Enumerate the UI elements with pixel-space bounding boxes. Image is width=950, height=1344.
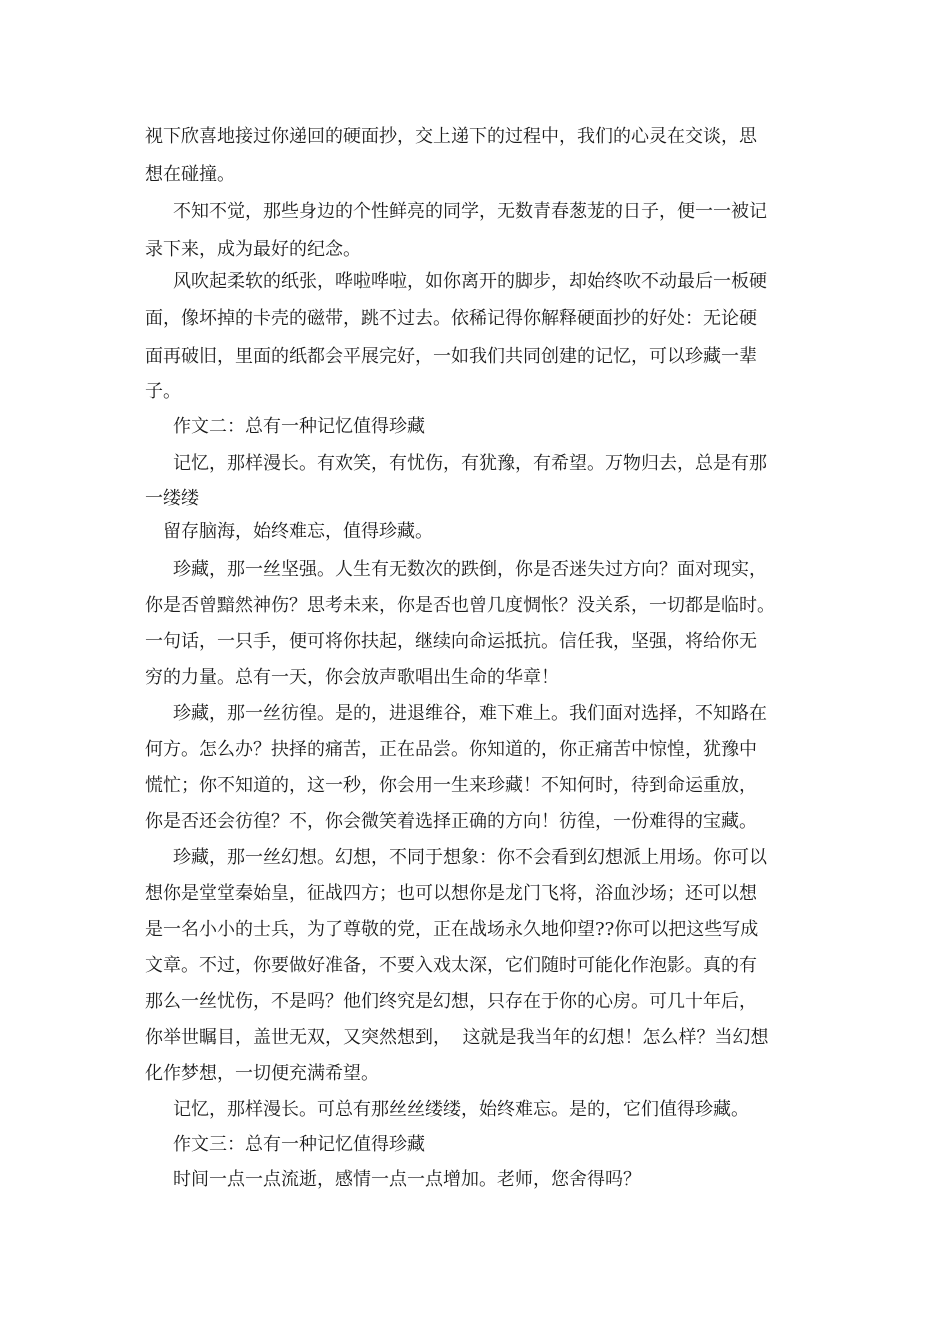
- text-line: 想在碰撞。: [145, 164, 235, 185]
- text-line: 记忆，那样漫长。有欢笑，有忧伤，有犹豫，有希望。万物归去，总是有那: [173, 453, 767, 474]
- text-line: 想你是堂堂秦始皇，征战四方；也可以想你是龙门飞将，浴血沙场；还可以想: [145, 883, 757, 904]
- text-line: 一缕缕: [145, 488, 199, 509]
- text-line: 子。: [145, 381, 181, 402]
- text-line: 文章。不过，你要做好准备，不要入戏太深，它们随时可能化作泡影。真的有: [145, 955, 757, 976]
- text-line: 风吹起柔软的纸张，哗啦哗啦，如你离开的脚步，却始终吹不动最后一板硬: [173, 271, 767, 292]
- section-heading: 作文二：总有一种记忆值得珍藏: [173, 416, 425, 437]
- text-line: 珍藏，那一丝幻想。幻想，不同于想象：你不会看到幻想派上用场。你可以: [173, 847, 767, 868]
- text-line: 视下欣喜地接过你递回的硬面抄，交上递下的过程中，我们的心灵在交谈，思: [145, 126, 757, 147]
- text-line: 慌忙；你不知道的，这一秒，你会用一生来珍藏！不知何时，待到命运重放，: [145, 775, 757, 796]
- text-line: 留存脑海，始终难忘，值得珍藏。: [163, 521, 433, 542]
- text-line: 那么一丝忧伤，不是吗？他们终究是幻想，只存在于你的心房。可几十年后，: [145, 991, 757, 1012]
- text-line: 不知不觉，那些身边的个性鲜亮的同学，无数青春葱茏的日子，便一一被记: [173, 201, 767, 222]
- text-line: 何方。怎么办？抉择的痛苦，正在品尝。你知道的，你正痛苦中惊惶，犹豫中: [145, 739, 757, 760]
- section-heading: 作文三：总有一种记忆值得珍藏: [173, 1134, 425, 1155]
- text-line: 你是否曾黯然神伤？思考未来，你是否也曾几度惆怅？没关系，一切都是临时。: [145, 595, 775, 616]
- text-line: 记忆，那样漫长。可总有那丝丝缕缕，始终难忘。是的，它们值得珍藏。: [173, 1099, 749, 1120]
- text-line: 珍藏，那一丝彷徨。是的，进退维谷，难下难上。我们面对选择，不知路在: [173, 703, 767, 724]
- text-line: 你是否还会彷徨？不，你会微笑着选择正确的方向！彷徨，一份难得的宝藏。: [145, 811, 757, 832]
- text-line: 珍藏，那一丝坚强。人生有无数次的跌倒，你是否迷失过方向？面对现实，: [173, 559, 767, 580]
- text-line: 是一名小小的士兵，为了尊敬的党，正在战场永久地仰望??你可以把这些写成: [145, 919, 759, 940]
- text-line: 一句话，一只手，便可将你扶起，继续向命运抵抗。信任我，坚强，将给你无: [145, 631, 757, 652]
- text-line: 面再破旧，里面的纸都会平展完好，一如我们共同创建的记忆，可以珍藏一辈: [145, 346, 757, 367]
- text-line: 面，像坏掉的卡壳的磁带，跳不过去。依稀记得你解释硬面抄的好处：无论硬: [145, 308, 757, 329]
- text-line: 穷的力量。总有一天，你会放声歌唱出生命的华章！: [145, 667, 559, 688]
- text-line: 你举世瞩目，盖世无双，又突然想到， 这就是我当年的幻想！怎么样？当幻想: [145, 1027, 769, 1048]
- text-line: 录下来，成为最好的纪念。: [145, 239, 361, 260]
- text-line: 时间一点一点流逝，感情一点一点增加。老师，您舍得吗？: [173, 1169, 641, 1190]
- text-line: 化作梦想，一切便充满希望。: [145, 1063, 379, 1084]
